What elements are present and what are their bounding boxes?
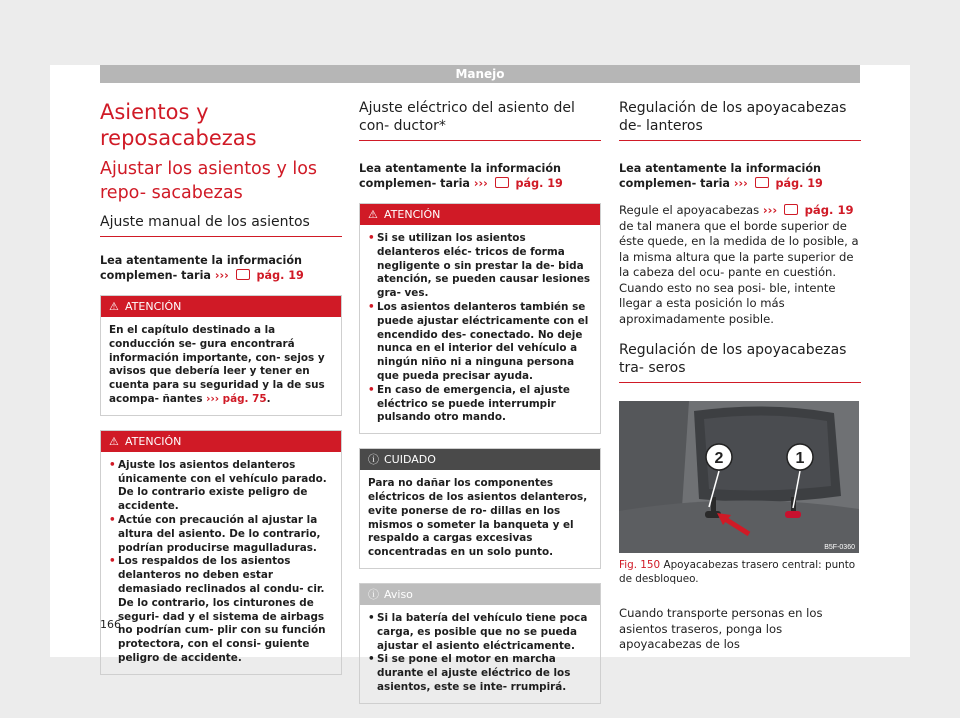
column-3 — [619, 95, 861, 667]
warning-box — [359, 203, 601, 434]
column-1 — [100, 95, 342, 689]
page-reference-link[interactable]: pág. 19 — [256, 269, 304, 282]
caution-text: Para no dañar los componentes eléctricos de los asientos delanteros, evite ponerse de ro- dillas en los mismos o someter la banqueta y el respaldo a cargas excesivas concentradas en un solo punto. — [368, 477, 588, 559]
note-header: ⓘ Aviso — [360, 584, 600, 605]
subsection-heading: Regulación de los apoyacabezas de- lanteros — [619, 95, 861, 141]
list-item: • Los respaldos de los asientos delanteros no deben estar demasiado reclinados al condu- cir. De lo contrario, los cinturones de seguri- dad y el sistema de airbags no podrían cum- plir con su función protectora, con el consi- guiente peligro de accidente. — [109, 555, 326, 664]
caution-header: ⓘ CUIDADO — [360, 449, 600, 470]
headrest-illustration — [619, 401, 859, 553]
lead-paragraph: Lea atentamente la información complemen- taria ››› pág. 19 — [619, 162, 823, 190]
note-icon: ⓘ — [368, 587, 379, 601]
warning-list — [101, 452, 341, 674]
figure-caption: Fig. 150 Apoyacabezas trasero central: punto de desbloqueo. — [619, 559, 856, 585]
list-item: • En caso de emergencia, el ajuste eléctrico se puede interrumpir pulsando otro mando. — [368, 383, 570, 424]
callout-1-label: 1 — [795, 450, 805, 467]
note-list — [360, 605, 600, 703]
list-item: • Actúe con precaución al ajustar la altura del asiento. De lo contrario, podrían producirse magulladuras. — [109, 513, 321, 554]
warning-box — [100, 295, 342, 416]
warning-triangle-icon: ⚠ — [109, 434, 119, 448]
subsection-heading: Regulación de los apoyacabezas tra- seros — [619, 341, 861, 383]
callout-2-label: 2 — [714, 450, 724, 467]
list-item: • Si se utilizan los asientos delanteros eléc- tricos de forma negligente o sin prestar la de- bida atención, se pueden causar lesiones gra- ves. — [368, 232, 591, 300]
section-header: Manejo — [100, 65, 860, 83]
caution-box — [359, 448, 601, 569]
book-icon — [236, 269, 250, 280]
lead-paragraph: Lea atentamente la información complemen- taria ››› pág. 19 — [359, 162, 563, 190]
lead-paragraph: Lea atentamente la información complemen- taria ››› pág. 19 — [100, 254, 304, 282]
subsection-heading: Ajuste eléctrico del asiento del con- ductor* — [359, 95, 601, 141]
book-icon — [495, 177, 509, 188]
book-icon — [784, 204, 798, 215]
page-reference-link[interactable]: pág. 19 — [515, 177, 563, 190]
warning-box — [100, 430, 342, 675]
note-box — [359, 583, 601, 704]
subsection-heading: Ajuste manual de los asientos — [100, 213, 342, 237]
headrest-figure — [619, 401, 859, 553]
page-reference-link[interactable]: pág. 19 — [775, 177, 823, 190]
caution-circle-icon: ⓘ — [368, 453, 379, 467]
list-item: • Si se pone el motor en marcha durante el ajuste eléctrico de los asientos, este se inte- rrumpirá. — [368, 653, 571, 693]
warning-text: En el capítulo destinado a la conducción se- gura encontrará información importante, con- sejos y avisos que debería leer y tener en cuenta para su seguridad y la de sus acompa- ñantes ››› pág. 75. — [109, 324, 325, 405]
warning-triangle-icon: ⚠ — [109, 300, 119, 313]
column-2 — [359, 95, 601, 718]
warning-header: ⚠ ATENCIÓN — [101, 296, 341, 317]
page-number: 166 — [100, 618, 121, 631]
page-reference-link[interactable]: pág. 19 — [804, 203, 854, 217]
figure-code: B5F-0360 — [824, 544, 855, 551]
list-item: • Los asientos delanteros también se puede ajustar eléctricamente con el encendido des- conectado. No deje nunca en el interior del vehículo a ningún niño ni a ninguna persona que pueda precisar ayuda. — [368, 300, 589, 382]
body-paragraph: Regule el apoyacabezas ››› pág. 19 de tal manera que el borde superior de éste quede, en la medida de lo posible, a la misma altura que la parte superior de la cabeza del ocu- pante en cuestión. Cuando esto no sea posi- ble, intente llegar a esta posición lo más aproximadamente posible. — [619, 203, 859, 326]
chapter-title: Asientos y reposacabezas — [100, 100, 257, 150]
body-paragraph: Cuando transporte personas en los asientos traseros, ponga los apoyacabezas de los — [619, 606, 823, 651]
warning-header: ⚠ ATENCIÓN — [360, 204, 600, 225]
warning-header: ⚠ ATENCIÓN — [101, 431, 341, 452]
section-subtitle: Ajustar los asientos y los repo- sacabezas — [100, 159, 318, 203]
page-reference-link[interactable]: pág. 75 — [222, 392, 267, 405]
warning-triangle-icon: ⚠ — [368, 208, 378, 221]
list-item: • Si la batería del vehículo tiene poca carga, es posible que no se pueda ajustar el asiento eléctricamente. — [368, 611, 588, 652]
book-icon — [755, 177, 769, 188]
list-item: • Ajuste los asientos delanteros únicamente con el vehículo parado. De lo contrario existe peligro de accidente. — [109, 458, 327, 513]
warning-list — [360, 225, 600, 433]
